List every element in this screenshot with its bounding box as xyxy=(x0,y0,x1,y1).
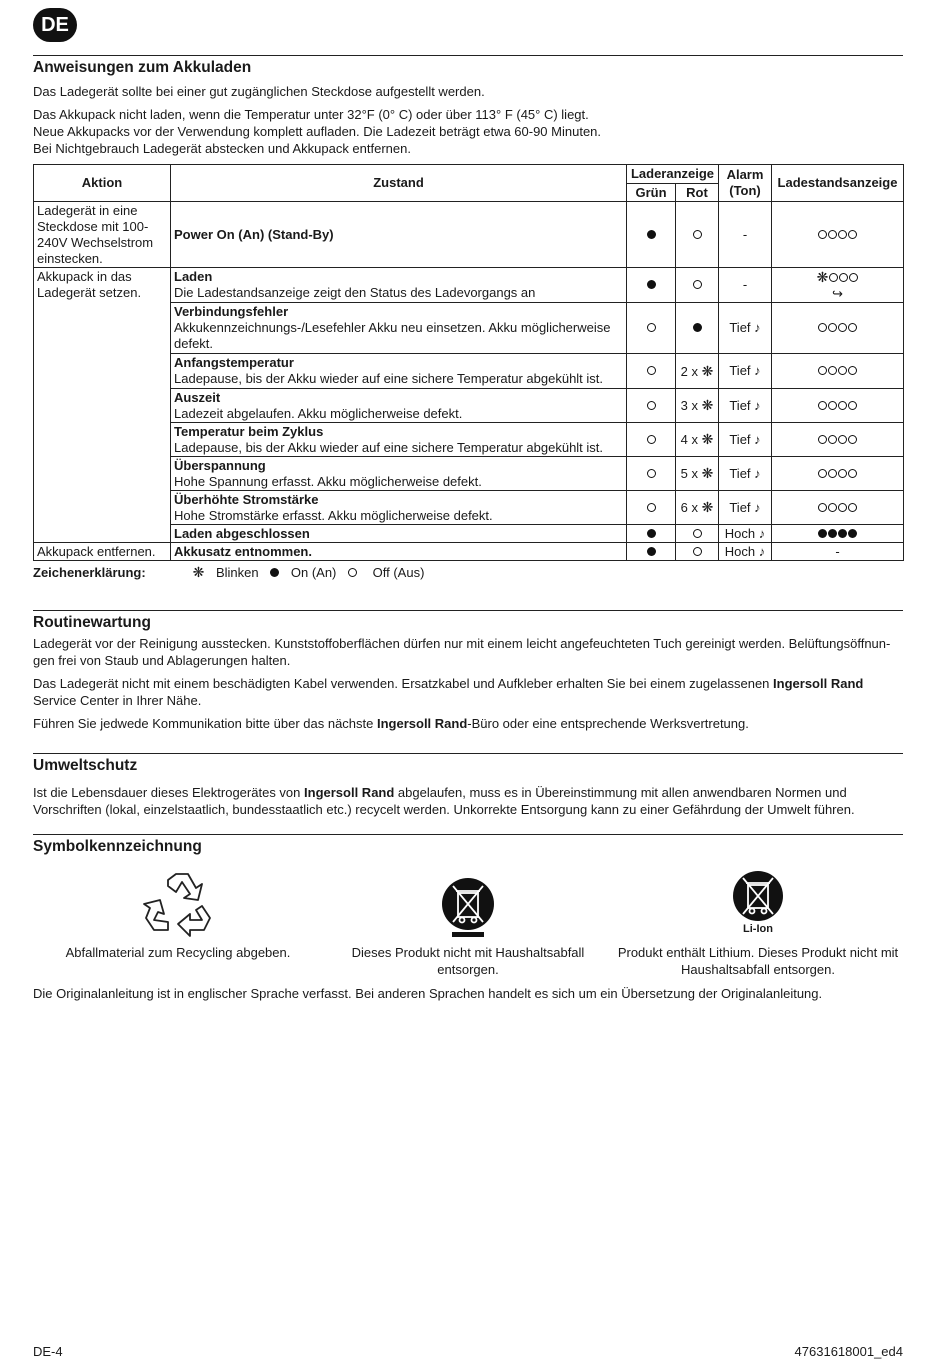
symbols-title: Symbolkennzeichnung xyxy=(33,838,202,855)
off-icon xyxy=(348,568,357,577)
off-icon xyxy=(828,230,837,239)
gruen-cell xyxy=(627,202,676,268)
liion-text: Produkt enthält Lithium. Dieses Produkt nicht mit Haushaltsabfall entsorgen. xyxy=(617,945,899,977)
alarm-cell xyxy=(719,202,772,268)
maintenance-p1: Ladegerät vor der Reinigung ausstecken. Kunststoffoberflächen dürfen nur mit einem leicht angefeuchteten Tuch gereinigt werden. Belüftungsöffnun-gen frei von Staub und Ablagerungen halten. xyxy=(33,636,891,668)
header-aktion: Aktion xyxy=(34,165,171,202)
blink-icon: ❋ xyxy=(701,465,714,481)
alarm-text: - xyxy=(742,226,748,242)
blink-count: 4 x xyxy=(680,432,698,447)
ladestand-cell xyxy=(772,303,904,354)
alarm-text: Hoch ♪ xyxy=(724,525,766,541)
original-note: Die Originalanleitung ist in englischer Sprache verfasst. Bei anderen Sprachen handelt es sich um ein Übersetzung der Originalanleitung. xyxy=(33,986,823,1001)
off-icon xyxy=(829,273,838,282)
off-icon xyxy=(848,503,857,512)
charging-table xyxy=(33,164,904,561)
blink-icon: ❋ xyxy=(701,431,714,447)
off-icon xyxy=(848,469,857,478)
gruen-cell xyxy=(627,457,676,491)
environment-title: Umweltschutz xyxy=(33,757,138,774)
gruen-cell xyxy=(627,354,676,389)
blink-icon: ❋ xyxy=(701,499,714,515)
symbol-weee xyxy=(323,868,613,978)
charging-p4: Bei Nichtgebrauch Ladegerät abstecken und Akkupack entfernen. xyxy=(33,141,411,156)
zustand-desc: Ladepause, bis der Akku wieder auf eine sichere Temperatur abgekühlt ist. xyxy=(174,371,604,386)
alarm-text: Tief ♪ xyxy=(729,320,761,335)
zustand-cell xyxy=(171,525,627,543)
aktion-cell: Ladegerät in eine Steckdose mit 100-240V Wechselstrom einstecken. xyxy=(34,202,171,268)
alarm-text: Tief ♪ xyxy=(729,397,761,413)
legend-off: Off (Aus) xyxy=(372,565,425,580)
blink-icon: ❋ xyxy=(816,268,829,285)
aktion-cell: Akkupack entfernen. xyxy=(34,543,171,561)
on-icon xyxy=(647,230,656,239)
blink-count: 6 x xyxy=(680,500,698,515)
ladestand-cell xyxy=(772,202,904,268)
ladestand-cell xyxy=(772,423,904,457)
off-icon xyxy=(818,366,827,375)
zustand-desc: Hohe Spannung erfasst. Akku möglicherweise defekt. xyxy=(174,473,482,489)
zustand-desc: Akkukennzeichnungs-/Lesefehler Akku neu einsetzen. Akku möglicherweise defekt. xyxy=(174,320,611,351)
rot-cell xyxy=(676,457,719,491)
alarm-cell xyxy=(719,389,772,423)
rot-cell xyxy=(676,525,719,543)
off-icon xyxy=(838,503,847,512)
off-icon xyxy=(828,435,837,444)
header-rot: Rot xyxy=(676,184,719,202)
off-icon xyxy=(848,230,857,239)
level-empty-icons xyxy=(818,363,858,378)
blink-count: 2 x xyxy=(680,363,698,379)
charging-section xyxy=(33,55,903,157)
rot-cell xyxy=(676,543,719,561)
gruen-cell xyxy=(627,423,676,457)
off-icon xyxy=(693,529,702,538)
zustand-title: Überspannung xyxy=(174,457,266,473)
section-divider xyxy=(33,55,903,56)
level-empty-icons xyxy=(818,398,858,413)
alarm-text: Tief ♪ xyxy=(729,431,761,447)
off-icon xyxy=(818,401,827,410)
off-icon xyxy=(693,230,702,239)
rot-cell xyxy=(676,354,719,389)
off-icon xyxy=(848,323,857,332)
rot-cell xyxy=(676,389,719,423)
zustand-cell xyxy=(171,423,627,457)
off-icon xyxy=(693,547,702,556)
recycle-icon xyxy=(142,872,214,938)
alarm-text: Tief ♪ xyxy=(729,499,761,515)
rot-cell xyxy=(676,491,719,525)
zustand-cell xyxy=(171,303,627,354)
gruen-cell xyxy=(627,303,676,354)
blink-count: 5 x xyxy=(680,466,698,481)
rot-cell xyxy=(676,268,719,303)
legend-label: Zeichenerklärung: xyxy=(33,565,146,580)
on-icon xyxy=(647,280,656,289)
alarm-cell xyxy=(719,543,772,561)
off-icon xyxy=(828,323,837,332)
alarm-text: Tief ♪ xyxy=(729,465,761,481)
zustand-cell xyxy=(171,389,627,423)
on-icon xyxy=(647,547,656,556)
off-icon xyxy=(647,323,656,332)
recycle-text: Abfallmaterial zum Recycling abgeben. xyxy=(65,945,291,960)
zustand-cell xyxy=(171,354,627,389)
off-icon xyxy=(848,366,857,375)
zustand-title: Power On (An) (Stand-By) xyxy=(174,226,334,242)
off-icon xyxy=(818,435,827,444)
off-icon xyxy=(828,503,837,512)
charging-p2: Das Akkupack nicht laden, wenn die Temperatur unter 32°F (0° C) oder über 113° F (45° C) liegt. xyxy=(33,107,589,122)
weee-bin-icon xyxy=(440,876,496,938)
alarm-cell xyxy=(719,525,772,543)
gruen-cell xyxy=(627,543,676,561)
level-empty-icons xyxy=(818,500,858,515)
blink-count: 3 x xyxy=(680,398,698,413)
zustand-title: Auszeit xyxy=(174,389,221,405)
zustand-cell xyxy=(171,202,627,268)
off-icon xyxy=(647,435,656,444)
charging-title: Anweisungen zum Akkuladen xyxy=(33,59,252,76)
on-icon xyxy=(818,529,827,538)
off-icon xyxy=(838,230,847,239)
gruen-cell xyxy=(627,389,676,423)
off-icon xyxy=(818,323,827,332)
on-icon xyxy=(848,529,857,538)
ladestand-cell xyxy=(772,354,904,389)
zustand-title: Laden xyxy=(174,269,213,284)
on-icon xyxy=(838,529,847,538)
gruen-cell xyxy=(627,491,676,525)
level-full-icons xyxy=(818,526,858,541)
level-empty-icons xyxy=(818,320,858,335)
weee-text: Dieses Produkt nicht mit Haushaltsabfall entsorgen. xyxy=(351,945,585,977)
off-icon xyxy=(828,469,837,478)
legend xyxy=(33,564,903,581)
off-icon xyxy=(647,366,656,375)
off-icon xyxy=(693,280,702,289)
section-divider xyxy=(33,834,903,835)
alarm-cell xyxy=(719,268,772,303)
alarm-cell xyxy=(719,303,772,354)
maintenance-p2: Das Ladegerät nicht mit einem beschädigten Kabel verwenden. Ersatzkabel und Aufkleber erhalten Sie bei einem zugelassenen Ingersoll Rand Service Center in Ihrer Nähe. xyxy=(33,676,864,708)
ladestand-cell xyxy=(772,457,904,491)
symbol-list xyxy=(33,868,903,978)
blink-icon: ❋ xyxy=(701,362,714,379)
charging-p1: Das Ladegerät sollte bei einer gut zugänglichen Steckdose aufgestellt werden. xyxy=(33,84,485,99)
language-badge: DE xyxy=(33,8,77,42)
rot-cell xyxy=(676,303,719,354)
off-icon xyxy=(818,503,827,512)
maintenance-p3: Führen Sie jedwede Kommunikation bitte über das nächste Ingersoll Rand-Büro oder eine entsprechende Werksvertretung. xyxy=(33,716,749,731)
on-icon xyxy=(828,529,837,538)
liion-label: Li-Ion xyxy=(743,923,773,935)
blink-icon: ❋ xyxy=(192,564,205,580)
symbol-recycle xyxy=(33,868,323,978)
ladestand-cell xyxy=(772,389,904,423)
ladestand-cell xyxy=(772,543,904,561)
symbols-section xyxy=(33,834,903,856)
environment-text: Ist die Lebensdauer dieses Elektrogerätes von Ingersoll Rand abgelaufen, muss es in Übereinstimmung mit allen anwendbaren Normen und Vorschriften (lokal, einzelstaatlich, bundesstaatlich etc.) recycelt werden. Unkorrekte Entsorgung kann zu einer Gefährdung der Umwelt führen. xyxy=(33,785,855,817)
maintenance-section xyxy=(33,610,903,732)
off-icon xyxy=(838,366,847,375)
off-icon xyxy=(818,230,827,239)
symbol-liion xyxy=(613,868,903,978)
header-ladestand: Ladestandsanzeige xyxy=(772,165,904,202)
legend-on: On (An) xyxy=(290,565,337,580)
off-icon xyxy=(848,401,857,410)
off-icon xyxy=(839,273,848,282)
alarm-text: Hoch ♪ xyxy=(724,543,766,559)
table-row xyxy=(34,202,904,268)
zustand-title: Überhöhte Stromstärke xyxy=(174,491,319,507)
off-icon xyxy=(647,503,656,512)
rot-cell xyxy=(676,202,719,268)
off-icon xyxy=(828,366,837,375)
charging-p3: Neue Akkupacks vor der Verwendung komplett aufladen. Die Ladezeit beträgt etwa 60-90 Minuten. xyxy=(33,124,602,139)
aktion-cell: Akkupack in das Ladegerät setzen. xyxy=(34,268,171,543)
zustand-desc: Ladepause, bis der Akku wieder auf eine sichere Temperatur abgekühlt ist. xyxy=(174,439,604,455)
level-charging-icons xyxy=(817,270,859,301)
level-empty-icons xyxy=(818,432,858,447)
header-alarm: Alarm (Ton) xyxy=(719,165,772,202)
maintenance-title: Routinewartung xyxy=(33,614,151,631)
off-icon xyxy=(828,401,837,410)
alarm-text: Tief ♪ xyxy=(729,363,761,378)
zustand-title: Anfangstemperatur xyxy=(174,355,294,370)
alarm-cell xyxy=(719,423,772,457)
arrow-icon: ↪ xyxy=(832,285,843,301)
legend-blink: Blinken xyxy=(215,565,259,580)
table-row xyxy=(34,268,904,303)
zustand-desc: Die Ladestandsanzeige zeigt den Status des Ladevorgangs an xyxy=(174,285,536,300)
level-empty-icons xyxy=(818,466,858,481)
level-text: - xyxy=(835,543,840,559)
section-divider xyxy=(33,753,903,754)
alarm-cell xyxy=(719,457,772,491)
header-gruen: Grün xyxy=(627,184,676,202)
table-row xyxy=(34,543,904,561)
zustand-desc: Ladezeit abgelaufen. Akku möglicherweise defekt. xyxy=(174,405,463,421)
zustand-title: Temperatur beim Zyklus xyxy=(174,423,324,439)
zustand-cell xyxy=(171,268,627,303)
off-icon xyxy=(818,469,827,478)
on-icon xyxy=(647,529,656,538)
header-zustand: Zustand xyxy=(171,165,627,202)
zustand-cell xyxy=(171,543,627,561)
zustand-title: Akkusatz entnommen. xyxy=(174,543,312,559)
off-icon xyxy=(838,401,847,410)
on-icon xyxy=(270,568,279,577)
environment-section xyxy=(33,753,903,818)
footer-doc-number: 47631618001_ed4 xyxy=(794,1344,903,1359)
off-icon xyxy=(838,469,847,478)
ladestand-cell xyxy=(772,491,904,525)
blink-icon: ❋ xyxy=(701,397,714,413)
alarm-text: - xyxy=(742,277,748,292)
ladestand-cell xyxy=(772,525,904,543)
alarm-cell xyxy=(719,491,772,525)
alarm-cell xyxy=(719,354,772,389)
level-empty-icons xyxy=(818,227,858,242)
off-icon xyxy=(848,435,857,444)
off-icon xyxy=(849,273,858,282)
off-icon xyxy=(838,435,847,444)
zustand-desc: Hohe Stromstärke erfasst. Akku möglicherweise defekt. xyxy=(174,507,493,523)
section-divider xyxy=(33,610,903,611)
rot-cell xyxy=(676,423,719,457)
on-icon xyxy=(693,323,702,332)
zustand-cell xyxy=(171,491,627,525)
off-icon xyxy=(647,469,656,478)
off-icon xyxy=(838,323,847,332)
gruen-cell xyxy=(627,525,676,543)
zustand-cell xyxy=(171,457,627,491)
zustand-title: Laden abgeschlossen xyxy=(174,525,310,541)
zustand-title: Verbindungsfehler xyxy=(174,304,289,319)
gruen-cell xyxy=(627,268,676,303)
ladestand-cell xyxy=(772,268,904,303)
footer-page-number: DE-4 xyxy=(33,1344,63,1359)
off-icon xyxy=(647,401,656,410)
liion-bin-icon xyxy=(732,870,784,922)
header-laderanzeige: Laderanzeige xyxy=(627,165,719,184)
